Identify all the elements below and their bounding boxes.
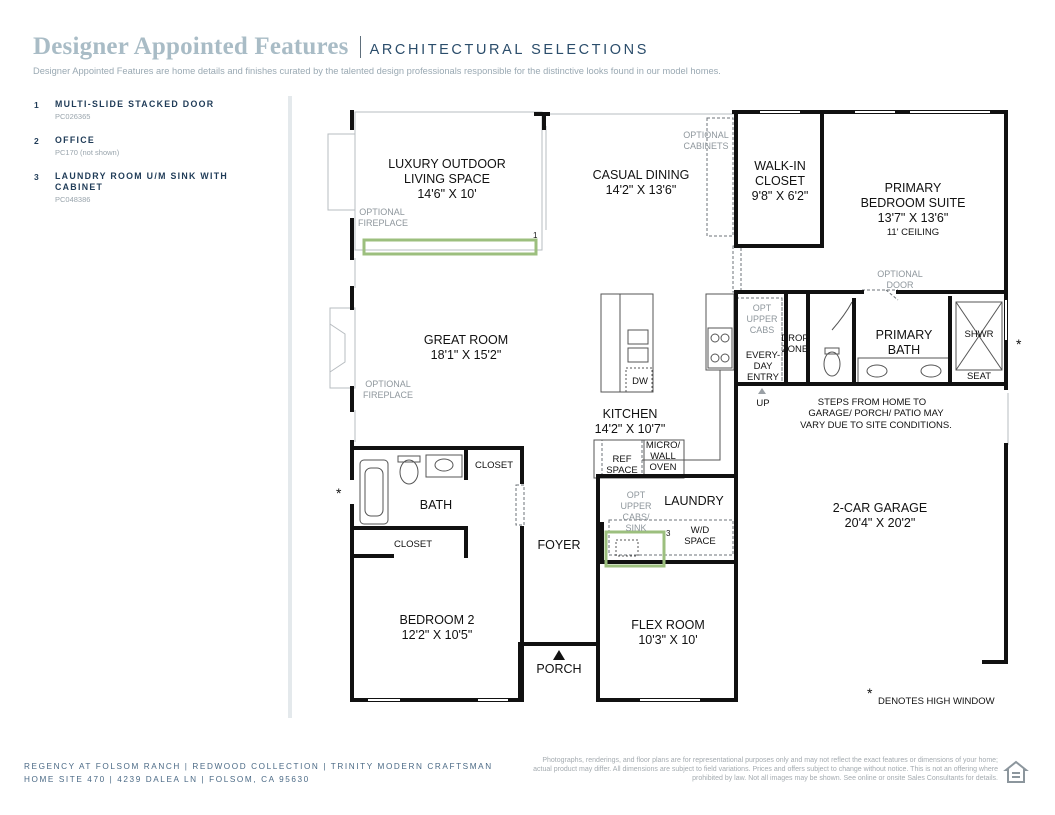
drop-zone-label-2: ZONE [781, 344, 809, 355]
selection-code: PC026365 [55, 112, 91, 121]
flex-room-label: FLEX ROOM [631, 618, 705, 632]
page-header [33, 33, 649, 61]
footer-address [24, 760, 493, 786]
floor-plan [295, 96, 1020, 716]
steps-note-2: GARAGE/ PORCH/ PATIO MAY [808, 408, 944, 419]
page-subtitle: Designer Appointed Features are home details and finishes curated by the talented design professionals responsible for the distinctive looks found in our model homes. [33, 66, 721, 76]
optional-elements [516, 118, 898, 555]
laundry-counter [596, 522, 604, 562]
dining-label: CASUAL DINING [592, 168, 690, 182]
sink-outline [616, 540, 638, 556]
shower-label: SHWR [964, 329, 994, 340]
kitchen-label: KITCHEN [602, 407, 658, 421]
wd-label-1: W/D [690, 525, 710, 536]
great-room-dim: 18'1" X 15'2" [430, 348, 502, 362]
suite-ceiling: 11' CEILING [886, 227, 940, 238]
selection-item [34, 171, 274, 204]
everyday-label-1: EVERY- [745, 350, 781, 361]
high-window-marker: * [1016, 336, 1022, 352]
footer-homesite: HOME SITE 470 | 4239 DALEA LN | FOLSOM, CA 95630 [24, 775, 310, 784]
equal-housing-opportunity-icon [1004, 760, 1028, 784]
micro-label-3: OVEN [649, 462, 677, 473]
outdoor-label-1: LUXURY OUTDOOR [388, 157, 506, 171]
everyday-label-3: ENTRY [746, 372, 780, 383]
selection-list [34, 99, 274, 218]
selection-number: 2 [34, 136, 39, 146]
selection-item [34, 135, 274, 157]
steps-note-1: STEPS FROM HOME TO [817, 397, 927, 408]
footer-community: REGENCY AT FOLSOM RANCH | REDWOOD COLLECTION | TRINITY MODERN CRAFTSMAN [24, 762, 493, 771]
selection-number: 3 [34, 172, 39, 182]
bedroom-closet-label: CLOSET [393, 539, 433, 550]
flex-room-dim: 10'3" X 10' [638, 633, 698, 647]
dishwasher-label: DW [632, 376, 648, 387]
opt-cabinets-label-2: CABINETS [683, 141, 729, 151]
page-title: Designer Appointed Features [33, 33, 349, 60]
suite-label-1: PRIMARY [884, 181, 942, 195]
wd-label-2: SPACE [684, 536, 716, 547]
suite-label-2: BEDROOM SUITE [860, 196, 966, 210]
micro-label-2: WALL [650, 451, 676, 462]
opt-door-label-1: OPTIONAL [877, 269, 923, 279]
opt-upper-label-1: OPT [752, 303, 772, 313]
foyer-label: FOYER [537, 538, 581, 552]
high-window-marker: * [336, 485, 342, 501]
bath-closet-label: CLOSET [474, 460, 514, 471]
opt-upper-label-2: UPPER [746, 314, 778, 324]
primary-bath-label-2: BATH [887, 343, 921, 357]
up-arrow-icon [758, 388, 766, 394]
drop-zone-label-1: DROP [781, 333, 809, 344]
panel-divider [288, 96, 292, 718]
footer-disclaimer: Photographs, renderings, and floor plans are for representational purposes only and may not reflect the exact features or dimensions of your home; actual product may differ. All dimensions are subject to field variations. Prices and offers subject to change without notice. This is not an offering where prohibited by law. Not all images may be shown. See online or onsite Sales Consultants for details. [533, 757, 998, 782]
opt-sink-label-1: OPT [626, 490, 646, 500]
suite-dim: 13'7" X 13'6" [877, 211, 949, 225]
dining-dim: 14'2" X 13'6" [605, 183, 677, 197]
title-divider [360, 36, 361, 58]
seat-label: SEAT [966, 371, 992, 382]
opt-upper-label-3: CABS [749, 325, 775, 335]
selection-number: 1 [34, 100, 39, 110]
steps-note-3: VARY DUE TO SITE CONDITIONS. [800, 420, 952, 431]
section-title: ARCHITECTURAL SELECTIONS [369, 42, 649, 58]
ref-label-1: REF [612, 454, 632, 465]
garage-dim: 20'4" X 20'2" [844, 516, 916, 530]
stacked-door-highlight [364, 240, 536, 254]
opt-sink-label-3: CABS/ [622, 512, 650, 522]
bedroom2-dim: 12'2" X 10'5" [401, 628, 473, 642]
walkin-dim: 9'8" X 6'2" [751, 189, 809, 203]
selection-name: OFFICE [55, 135, 96, 145]
opt-fireplace-outdoor-1: OPTIONAL [359, 207, 405, 217]
selection-name: LAUNDRY ROOM U/M SINK WITH CABINET [55, 171, 229, 192]
selection-code: PC048386 [55, 195, 91, 204]
bath-label: BATH [419, 498, 453, 512]
selection-item [34, 99, 274, 121]
bedroom2-label: BEDROOM 2 [399, 613, 475, 627]
walkin-label-2: CLOSET [754, 174, 806, 188]
great-room-label: GREAT ROOM [423, 333, 509, 347]
legend-denotes: DENOTES HIGH WINDOW [878, 696, 995, 707]
opt-fireplace-great-1: OPTIONAL [365, 379, 411, 389]
primary-bath-label-1: PRIMARY [875, 328, 933, 342]
opt-sink-label-4: SINK [625, 523, 647, 533]
laundry-label: LAUNDRY [664, 494, 724, 508]
up-label: UP [756, 398, 770, 409]
marker-1: 1 [533, 231, 538, 240]
kitchen-dim: 14'2" X 10'7" [594, 422, 666, 436]
everyday-label-2: DAY [753, 361, 773, 372]
opt-cabinets-label-1: OPTIONAL [683, 130, 729, 140]
outdoor-label-2: LIVING SPACE [404, 172, 490, 186]
selection-code: PC170 (not shown) [55, 148, 120, 157]
opt-fireplace-outdoor-2: FIREPLACE [357, 218, 409, 228]
walkin-label-1: WALK-IN [754, 159, 806, 173]
porch-label: PORCH [536, 662, 582, 676]
plan-notes [800, 397, 952, 431]
ref-label-2: SPACE [606, 465, 638, 476]
outdoor-dim: 14'6" X 10' [417, 187, 477, 201]
porch-arrow-icon [553, 650, 565, 660]
opt-sink-label-2: UPPER [620, 501, 652, 511]
selection-name: MULTI-SLIDE STACKED DOOR [55, 99, 215, 109]
micro-label-1: MICRO/ [645, 440, 681, 451]
legend-asterisk: * [867, 685, 873, 701]
garage-label: 2-CAR GARAGE [832, 501, 928, 515]
opt-fireplace-great-2: FIREPLACE [362, 390, 414, 400]
opt-door-label-2: DOOR [886, 280, 914, 290]
marker-3: 3 [666, 529, 671, 538]
